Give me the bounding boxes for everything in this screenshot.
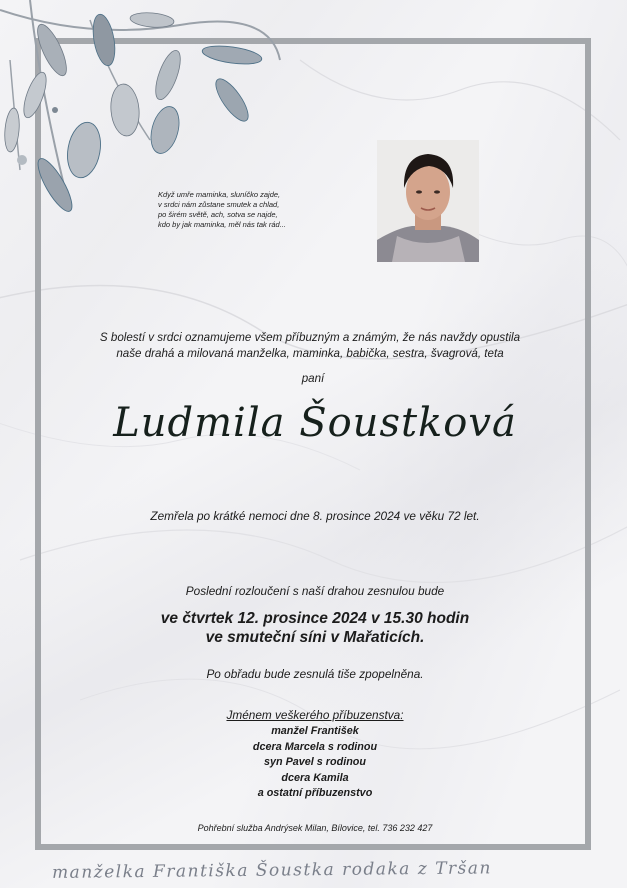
funeral-service-info: Pohřební služba Andrýsek Milan, Bílovice, tel. 736 232 427 — [197, 823, 433, 833]
family-member: dcera Marcela s rodinou — [252, 740, 378, 753]
family-member: a ostatní příbuzenstvo — [257, 787, 373, 799]
family-member: syn Pavel s rodinou — [263, 756, 366, 768]
portrait-photo — [377, 140, 479, 262]
cremation-note: Po obřadu bude zesnulá tiše zpopelněna. — [206, 667, 424, 681]
ceremony-details: ve čtvrtek 12. prosince 2024 v 15.30 hodin ve smuteční síni v Mařaticích. — [160, 610, 470, 646]
portrait-illustration — [377, 140, 479, 262]
family-member: dcera Kamila — [281, 771, 349, 784]
memorial-poem: Když umře maminka, sluníčko zajde, v srdci nám zůstane smutek a chlad, po širém světě, ach, sotva se najde, kdo by jak maminka, měl nás tak rád... — [158, 190, 286, 229]
announcement-text: S bolestí v srdci oznamujeme všem příbuzným a známým, že nás navždy opustila naše drahá a milovaná manželka, maminka, babička, sestra, švagrová, teta — [99, 331, 521, 360]
handwritten-note: manželka Františka Šoustka rodaka z Tršan — [51, 858, 493, 883]
family-heading-text: Jménem veškerého příbuzenstva: — [226, 708, 404, 722]
farewell-intro: Poslední rozloučení s naší drahou zesnulou bude — [185, 584, 445, 598]
family-members-list — [60, 724, 570, 802]
family-heading — [60, 708, 570, 722]
deceased-name: Ludmila Šoustková — [113, 400, 517, 446]
family-member: manžel František — [271, 725, 359, 737]
death-notice: Zemřela po krátké nemoci dne 8. prosince 2024 ve věku 72 let. — [150, 509, 480, 523]
title-word: paní — [301, 372, 325, 385]
